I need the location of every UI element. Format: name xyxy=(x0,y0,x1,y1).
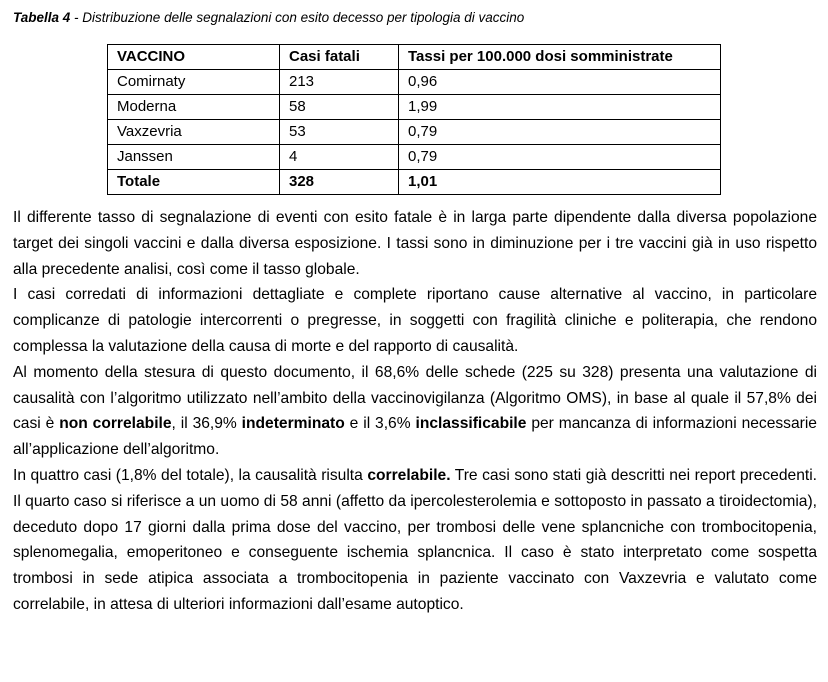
paragraph-4-text: In quattro casi (1,8% del totale), la causalità risulta xyxy=(13,466,368,484)
cell-rate: 0,79 xyxy=(399,120,721,145)
paragraph-3-text: e il 3,6% xyxy=(344,415,416,433)
table-row xyxy=(108,95,721,120)
cell-fatal-cases: 53 xyxy=(280,120,399,145)
cell-vaccine: Moderna xyxy=(108,95,280,120)
cell-vaccine: Comirnaty xyxy=(108,70,280,95)
paragraph-4 xyxy=(13,463,817,618)
header-vaccine: VACCINO xyxy=(108,45,280,70)
cell-vaccine: Vaxzevria xyxy=(108,120,280,145)
header-rate: Tassi per 100.000 dosi somministrate xyxy=(399,45,721,70)
term-indeterminato: indeterminato xyxy=(241,415,345,433)
cell-fatal-cases: 4 xyxy=(280,145,399,170)
term-inclassificabile: inclassificabile xyxy=(415,415,527,433)
table-row xyxy=(108,70,721,95)
paragraph-2: I casi corredati di informazioni dettagliate e complete riportano cause alternative al vaccino, in particolare complicanze di patologie intercorrenti o pregresse, in soggetti con fragilità cliniche e politerapia, che rendono complessa la valutazione della causa di morte e del rapporto di causalità. xyxy=(13,286,817,355)
paragraph-3-text: per mancanza di informazioni necessarie all’applicazione dell’algoritmo. xyxy=(13,415,817,459)
table-row xyxy=(108,145,721,170)
cell-total-label: Totale xyxy=(108,170,280,195)
table-row xyxy=(108,120,721,145)
table-total-row xyxy=(108,170,721,195)
header-fatal-cases: Casi fatali xyxy=(280,45,399,70)
body-text xyxy=(13,205,817,618)
cell-rate: 1,99 xyxy=(399,95,721,120)
term-correlabile: correlabile. xyxy=(367,466,451,484)
cell-rate: 0,79 xyxy=(399,145,721,170)
cell-rate: 0,96 xyxy=(399,70,721,95)
cell-fatal-cases: 58 xyxy=(280,95,399,120)
vaccine-deaths-table xyxy=(107,44,721,195)
paragraph-1: Il differente tasso di segnalazione di eventi con esito fatale è in larga parte dipendente dalla diversa popolazione target dei singoli vaccini e dalla diversa esposizione. I tassi sono in diminuzione per i tre vaccini già in uso rispetto alla precedente analisi, così come il tasso globale. xyxy=(13,209,817,278)
cell-vaccine: Janssen xyxy=(108,145,280,170)
paragraph-4-text: Tre casi sono stati già descritti nei report precedenti. Il quarto caso si riferisce a un uomo di 58 anni (affetto da ipercolesterolemia e sottoposto in passato a tiroidectomia), deceduto dopo 17 giorni dalla prima dose del vaccino, per trombosi delle vene splancniche con trombocitopenia, splenomegalia, emoperitoneo e conseguente ischemia splancnica. Il caso è stato interpretato come sospetta trombosi in sede atipica associata a trombocitopenia in paziente vaccinato con Vaxzevria e valutato come correlabile, in attesa di ulteriori informazioni dall’esame autoptico. xyxy=(13,466,817,613)
term-non-correlabile: non correlabile xyxy=(59,415,172,433)
table-caption xyxy=(13,10,524,25)
paragraph-3-text: , il 36,9% xyxy=(171,415,242,433)
cell-total-rate: 1,01 xyxy=(399,170,721,195)
paragraph-3-text: Al momento della stesura di questo documento, il 68,6% delle schede (225 su 328) presenta una valutazione di causalità con l’algoritmo utilizzato nell’ambito della vaccinovigilanza (Algoritmo OMS), in base al quale il 57,8% dei casi è xyxy=(13,363,817,433)
cell-total-cases: 328 xyxy=(280,170,399,195)
paragraph-3 xyxy=(13,360,817,463)
caption-text: - Distribuzione delle segnalazioni con esito decesso per tipologia di vaccino xyxy=(70,10,525,25)
cell-fatal-cases: 213 xyxy=(280,70,399,95)
caption-label: Tabella 4 xyxy=(13,10,71,25)
table-header-row xyxy=(108,45,721,70)
